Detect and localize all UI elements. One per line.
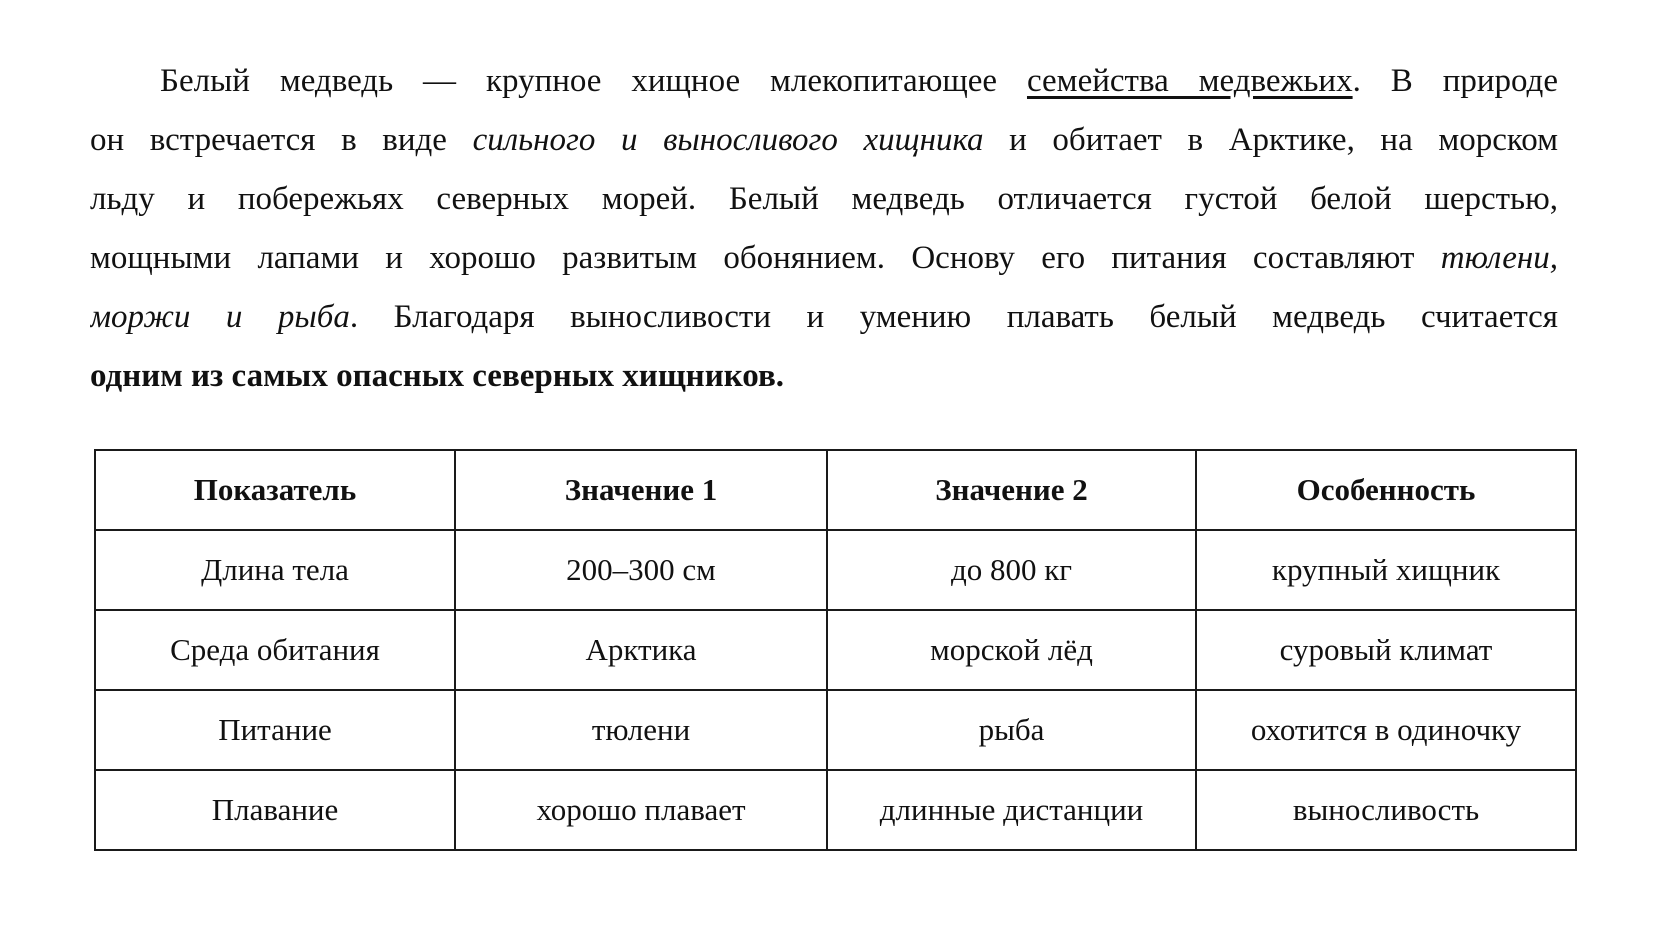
table-cell: Плавание <box>95 770 455 850</box>
table-row <box>95 610 1576 690</box>
text-segment: и обитает в Арктике, на морском <box>983 122 1558 158</box>
table-cell: крупный хищник <box>1196 530 1576 610</box>
table-cell: суровый климат <box>1196 610 1576 690</box>
paragraph-line <box>90 111 1558 170</box>
paragraph-line <box>90 229 1558 288</box>
table-cell: хорошо плавает <box>455 770 827 850</box>
table-cell: Длина тела <box>95 530 455 610</box>
italic-text: моржи и рыба <box>90 299 350 335</box>
table-header-row <box>95 450 1576 530</box>
table-cell: Среда обитания <box>95 610 455 690</box>
table-cell: до 800 кг <box>827 530 1196 610</box>
paragraph-line <box>90 52 1558 111</box>
header-cell-indicator: Показатель <box>95 450 455 530</box>
table-cell: тюлени <box>455 690 827 770</box>
table-cell: охотится в одиночку <box>1196 690 1576 770</box>
table-row <box>95 770 1576 850</box>
table-row <box>95 690 1576 770</box>
table-cell: морской лёд <box>827 610 1196 690</box>
table-cell: Питание <box>95 690 455 770</box>
data-table <box>94 449 1577 851</box>
paragraph-line <box>90 347 1558 406</box>
italic-text: сильного и выносливого хищника <box>472 122 984 158</box>
paragraph-line <box>90 170 1558 229</box>
underlined-text: семейства медвежьих <box>1026 63 1353 99</box>
text-segment: льду и побережьях северных морей. Белый медведь отличается густой белой шерстью, <box>90 181 1558 217</box>
text-segment: . В природе <box>1352 63 1558 99</box>
header-cell-value-2: Значение 2 <box>827 450 1196 530</box>
text-segment: Белый медведь — крупное хищное млекопитающее <box>160 63 1027 99</box>
italic-text: тюлени, <box>1440 240 1558 276</box>
table-cell: 200–300 см <box>455 530 827 610</box>
text-segment: мощными лапами и хорошо развитым обонянием. Основу его питания составляют <box>90 240 1441 276</box>
table-container <box>94 449 1575 851</box>
table-cell: длинные дистанции <box>827 770 1196 850</box>
text-segment: . Благодаря выносливости и умению плавать белый медведь считается <box>349 299 1558 335</box>
table-cell: выносливость <box>1196 770 1576 850</box>
header-cell-value-1: Значение 1 <box>455 450 827 530</box>
table-cell: рыба <box>827 690 1196 770</box>
header-cell-feature: Особенность <box>1196 450 1576 530</box>
table-cell: Арктика <box>455 610 827 690</box>
text-segment: он встречается в виде <box>90 122 473 158</box>
table-row <box>95 530 1576 610</box>
bold-text: одним из самых опасных северных хищников. <box>90 358 785 394</box>
paragraph-line <box>90 288 1558 347</box>
body-paragraph <box>90 52 1558 406</box>
